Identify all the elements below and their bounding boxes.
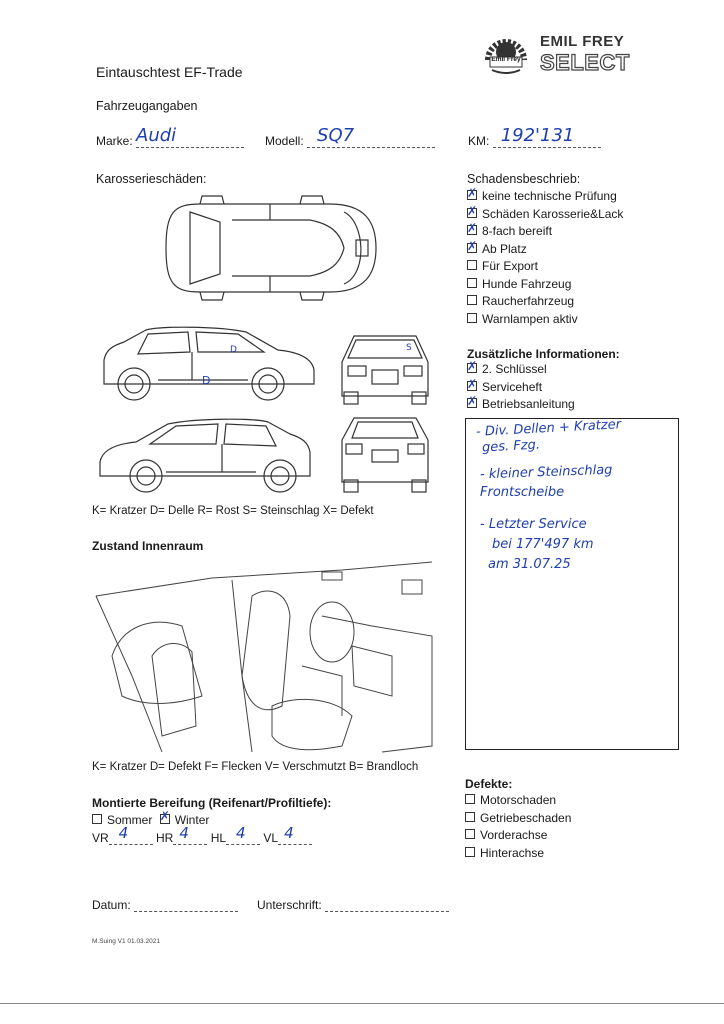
vl-value: 4 (284, 824, 294, 842)
tread-depth-row (92, 824, 312, 845)
body-damage-legend: K= Kratzer D= Delle R= Rost S= Steinschlag X= Defekt (92, 505, 374, 517)
defect-item-label: Vorderachse (480, 828, 548, 842)
km-input[interactable] (493, 125, 601, 148)
body-damage-title: Karosserieschäden: (96, 172, 207, 186)
vl-label: VL (263, 831, 279, 845)
car-top-view-diagram[interactable] (160, 192, 380, 304)
checkbox-icon[interactable] (467, 398, 477, 408)
checkbox-icon[interactable] (467, 190, 477, 200)
hl-value: 4 (236, 824, 246, 842)
version-text: M.Suing V1 01.03.2021 (92, 938, 160, 945)
km-value: 192'131 (500, 125, 575, 146)
hr-input[interactable] (173, 824, 207, 845)
model-value: SQ7 (317, 125, 355, 146)
signature-label: Unterschrift: (257, 898, 322, 912)
damage-item-label: keine technische Prüfung (482, 189, 617, 203)
interior-diagram[interactable] (92, 556, 442, 756)
info-item-label: 2. Schlüssel (482, 362, 547, 376)
damage-item-no-inspection[interactable] (467, 188, 623, 206)
info-item-label: Betriebsanleitung (482, 397, 575, 411)
car-front-view-diagram[interactable] (332, 326, 438, 406)
checkbox-icon[interactable] (467, 225, 477, 235)
defect-item-engine[interactable] (465, 792, 571, 810)
signature-input[interactable] (325, 899, 449, 912)
damage-item-label: Hunde Fahrzeug (482, 276, 572, 291)
page-title: Eintauschtest EF-Trade (96, 64, 243, 80)
interior-legend: K= Kratzer D= Defekt F= Flecken V= Verschmutzt B= Brandloch (92, 761, 419, 773)
vl-input[interactable] (278, 824, 312, 845)
date-field (92, 898, 238, 912)
note-line-3: - kleiner Steinschlag (479, 462, 613, 483)
model-field (265, 125, 435, 148)
damage-item-body-paint[interactable] (467, 206, 623, 224)
defect-item-rear-axle[interactable] (465, 845, 571, 863)
damage-item-smoker[interactable] (467, 293, 623, 311)
defect-item-label: Getriebeschaden (480, 810, 572, 825)
note-line-2: ges. Fzg. (481, 437, 541, 456)
additional-info-list (467, 361, 575, 414)
note-line-6: bei 177'497 km (492, 537, 594, 552)
brand-input[interactable] (136, 125, 244, 148)
defect-item-front-axle[interactable] (465, 827, 571, 845)
hl-label: HL (210, 831, 227, 845)
damage-description-title: Schadensbeschrieb: (467, 172, 581, 186)
checkbox-icon[interactable] (467, 243, 477, 253)
hl-input[interactable] (226, 824, 260, 845)
vr-input[interactable] (109, 824, 153, 845)
summer-label: Sommer (107, 813, 153, 827)
emil-frey-badge-icon (482, 30, 530, 76)
date-input[interactable] (134, 899, 238, 912)
checkbox-icon[interactable] (467, 208, 477, 218)
additional-info-title: Zusätzliche Informationen: (467, 347, 620, 361)
defect-item-label: Hinterachse (480, 845, 545, 860)
damage-item-label: Ab Platz (482, 241, 527, 256)
damage-item-ab-platz[interactable] (467, 241, 623, 259)
damage-item-label: Warnlampen aktiv (482, 311, 578, 326)
logo-line2: SELECT (540, 50, 630, 75)
signature-field (257, 898, 449, 912)
damage-item-label: Raucherfahrzeug (482, 294, 575, 308)
vr-value: 4 (118, 824, 129, 842)
defects-title: Defekte: (465, 777, 513, 791)
checkbox-icon[interactable] (465, 829, 475, 839)
damage-item-warning-lights[interactable] (467, 311, 623, 329)
damage-mark-side-d1: D (202, 374, 211, 387)
brand-label: Marke: (96, 134, 133, 148)
date-label: Datum: (92, 898, 131, 912)
info-item-manual[interactable] (467, 396, 575, 414)
info-item-service-book[interactable] (467, 379, 575, 397)
tires-title: Montierte Bereifung (Reifenart/Profiltiefe): (92, 796, 332, 810)
car-side-view-left-diagram[interactable] (96, 414, 316, 496)
damage-item-8-tires[interactable] (467, 223, 623, 241)
damage-mark-side-d2: D (230, 345, 237, 355)
notes-box[interactable] (465, 418, 679, 750)
tire-type-row (92, 813, 209, 827)
checkbox-icon[interactable] (465, 812, 475, 822)
winter-label: Winter (174, 813, 210, 827)
checkbox-icon[interactable] (467, 313, 477, 323)
defect-item-gearbox[interactable] (465, 810, 571, 828)
logo-line1: EMIL FREY (540, 33, 625, 50)
checkbox-icon[interactable] (467, 381, 477, 391)
car-side-view-right-diagram[interactable] (98, 322, 320, 404)
checkbox-icon[interactable] (467, 363, 477, 373)
info-item-second-key[interactable] (467, 361, 575, 379)
hr-value: 4 (179, 824, 189, 842)
brand-field (96, 125, 244, 148)
checkbox-icon[interactable] (92, 814, 102, 824)
checkbox-icon[interactable] (160, 814, 170, 824)
bottom-divider (0, 1003, 724, 1004)
km-field (468, 125, 601, 148)
note-line-5: - Letzter Service (480, 517, 587, 532)
defects-list (465, 792, 571, 862)
damage-item-dog-car[interactable] (467, 276, 623, 294)
interior-title: Zustand Innenraum (92, 539, 204, 553)
checkbox-icon[interactable] (467, 278, 477, 288)
checkbox-icon[interactable] (467, 260, 477, 270)
damage-item-export[interactable] (467, 258, 623, 276)
damage-description-list (467, 188, 623, 328)
checkbox-icon[interactable] (467, 295, 477, 305)
note-line-1: - Div. Dellen + Kratzer (475, 417, 622, 440)
defect-item-label: Motorschaden (480, 793, 557, 807)
vehicle-section-title: Fahrzeugangaben (96, 99, 198, 113)
badge-text: Emil Frey (491, 56, 521, 63)
car-rear-view-diagram[interactable] (332, 410, 438, 494)
checkbox-icon[interactable] (465, 794, 475, 804)
hr-label: HR (156, 831, 174, 845)
damage-mark-front-s: S (406, 343, 412, 353)
brand-logo (482, 30, 632, 78)
note-line-4: Frontscheibe (480, 485, 565, 500)
model-label: Modell: (265, 134, 304, 148)
note-line-7: am 31.07.25 (488, 557, 571, 572)
model-input[interactable] (307, 125, 435, 148)
brand-value: Audi (136, 125, 177, 146)
damage-item-label: 8-fach bereift (482, 224, 553, 238)
checkbox-icon[interactable] (465, 847, 475, 857)
km-label: KM: (468, 134, 490, 148)
damage-item-label: Für Export (482, 259, 539, 273)
info-item-label: Serviceheft (482, 379, 543, 394)
vr-label: VR (92, 831, 109, 845)
damage-item-label: Schäden Karosserie&Lack (482, 206, 624, 221)
